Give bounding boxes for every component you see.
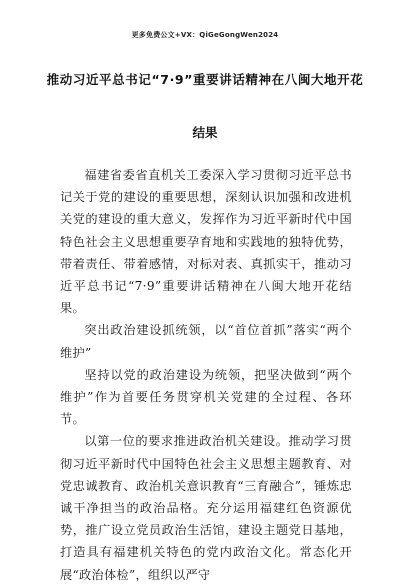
intro-paragraph: 福建省委省直机关工委深入学习贯彻习近平总书记关于党的建设的重要思想，深刻认识加强和改进机关党的建设的重大意义，发挥作为习近平新时代中国特色社会主义思想重要孕育地和实践地的独特优势，带着责任、带着感情，对标对表、真抓实干，推动习近平总书记“7·9”重要讲话精神在八闽大地开花结果。 [60,168,352,316]
document-body [60,164,352,586]
body-paragraph: 坚持以党的政治建设为统领，把坚决做到“两个维护”作为首要任务贯穿机关党建的全过程、各环节。 [60,367,352,427]
header-note: 更多免费公文+VX：QiGeGongWen2024 [131,31,279,39]
body-paragraph: 以第一位的要求推进政治机关建设。推动学习贯彻习近平新时代中国特色社会主义思想主题教育、对党忠诚教育、政治机关意识教育“三育融合”，锤炼忠诚干净担当的政治品格。充分运用福建红色资源优势，推广设立党员政治生活馆，建设主题党日基地，打造具有福建机关特色的党内政治文化。常态化开展“政治体检”，组织以严守 [60,434,352,582]
section-heading-paragraph: 突出政治建设抓统领，以“首位首抓”落实“两个维护” [60,323,352,360]
document-title: 推动习近平总书记“7·9”重要讲话精神在八闽大地开花 [46,72,364,87]
document-title-continuation: 结果 [192,125,218,140]
